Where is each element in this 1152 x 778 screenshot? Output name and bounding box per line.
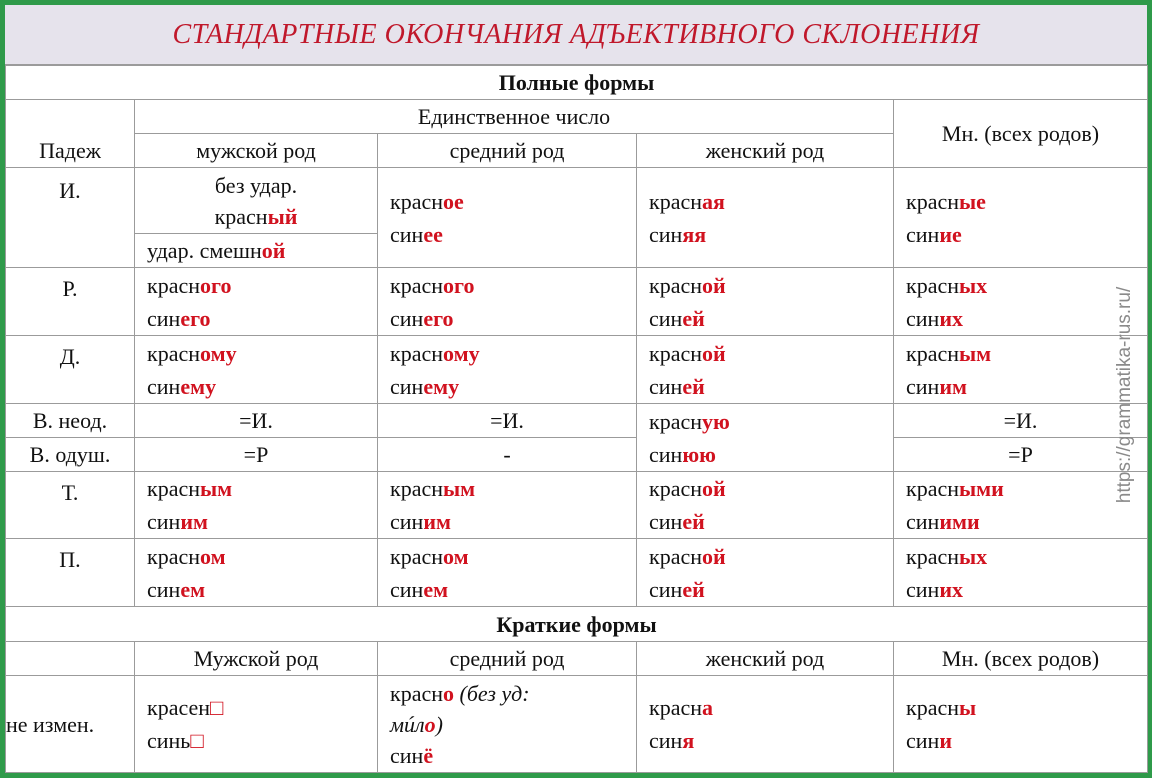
table-row-dative xyxy=(6,336,1148,404)
cell-neut xyxy=(378,539,637,607)
table-row-nominative xyxy=(6,168,1148,234)
cell-plural xyxy=(894,268,1148,336)
stem: син xyxy=(906,728,940,753)
short-masc-header: Мужской род xyxy=(135,642,378,676)
stem: красн xyxy=(906,188,959,214)
ending: ых xyxy=(959,543,988,569)
ending: и xyxy=(939,728,952,753)
page-title: СТАНДАРТНЫЕ ОКОНЧАНИЯ АДЪЕКТИВНОГО СКЛОНЕНИЯ xyxy=(172,18,980,50)
ending: ые xyxy=(959,188,986,214)
cell-fem xyxy=(637,336,894,404)
cell-masc xyxy=(135,336,378,404)
stem: красн xyxy=(649,340,702,366)
stem: син xyxy=(147,576,181,602)
ending: ый xyxy=(267,203,298,229)
ending: ым xyxy=(443,476,476,501)
ending: ы xyxy=(959,695,977,720)
cell-masc: =И. xyxy=(135,404,378,438)
ending: ё xyxy=(423,742,434,768)
stem: красн xyxy=(906,476,959,501)
stem: красн xyxy=(390,680,443,706)
ending: о xyxy=(424,711,436,737)
stem: син xyxy=(906,576,940,602)
ending: ому xyxy=(200,340,237,366)
ending: его xyxy=(180,305,211,331)
stem: красн xyxy=(390,272,443,298)
short-forms-heading-row xyxy=(6,607,1148,642)
stem: красн xyxy=(390,476,443,501)
ending: ым xyxy=(959,340,992,366)
stem: красн xyxy=(906,340,959,366)
ending: ой xyxy=(702,476,726,501)
cell-fem xyxy=(637,539,894,607)
stem: красн xyxy=(906,695,959,720)
ending: о xyxy=(443,680,454,706)
stem: син xyxy=(649,373,683,399)
ending: ое xyxy=(443,188,464,214)
stem: красн xyxy=(649,695,702,720)
stem: син xyxy=(649,576,683,602)
cell-fem xyxy=(637,404,894,472)
stem: син xyxy=(649,221,683,247)
watermark-url: https://grammatika-rus.ru/ xyxy=(1114,286,1135,504)
ending: ой xyxy=(261,238,286,263)
cell-fem xyxy=(637,268,894,336)
short-fem-header: женский род xyxy=(637,642,894,676)
cell-short-masc xyxy=(135,676,378,773)
stem: син xyxy=(649,509,683,534)
ending: я xyxy=(682,728,695,753)
cell-fem xyxy=(637,168,894,268)
title-bar xyxy=(5,5,1147,65)
ending: ей xyxy=(682,305,705,331)
case-label: Р. xyxy=(6,268,135,336)
masc-header: мужской род xyxy=(135,134,378,168)
stem: син xyxy=(147,373,181,399)
plural-header: Мн. (всех родов) xyxy=(894,100,1148,168)
stem: син xyxy=(906,509,940,534)
short-neut-header: средний род xyxy=(378,642,637,676)
short-row-label: не измен. xyxy=(6,676,135,773)
cell-neut xyxy=(378,168,637,268)
short-forms-heading: Краткие формы xyxy=(6,607,1148,642)
stress-note: (без уд: xyxy=(459,680,530,706)
short-forms-header-row xyxy=(6,642,1148,676)
stem: син xyxy=(390,742,424,768)
case-label: Д. xyxy=(6,336,135,404)
ending: их xyxy=(939,305,963,331)
stem: красн xyxy=(906,543,959,569)
ending: ими xyxy=(939,509,980,534)
stem: син xyxy=(390,373,424,399)
cell-plural xyxy=(894,336,1148,404)
stem: син xyxy=(390,305,424,331)
ending: ым xyxy=(200,476,233,501)
cell-neut: - xyxy=(378,438,637,472)
ending: ого xyxy=(200,272,232,298)
fem-header: женский род xyxy=(637,134,894,168)
ending: ей xyxy=(682,509,705,534)
stem: красн xyxy=(649,408,702,434)
ending: ых xyxy=(959,272,988,298)
table-row-prepositional xyxy=(6,539,1148,607)
stem: красн xyxy=(390,340,443,366)
cell-plural xyxy=(894,168,1148,268)
full-forms-heading: Полные формы xyxy=(6,66,1148,100)
declension-table xyxy=(5,65,1148,773)
ending: ем xyxy=(423,576,449,602)
cell-masc-unstressed xyxy=(135,168,378,234)
cell-masc xyxy=(135,539,378,607)
stem: красн xyxy=(649,476,702,501)
stem: красн xyxy=(390,188,443,214)
ending: □ xyxy=(210,695,224,720)
stem: син xyxy=(147,305,181,331)
ending: ей xyxy=(682,576,705,602)
full-forms-heading-row xyxy=(6,66,1148,100)
table-row-short-forms xyxy=(6,676,1148,773)
ending: ой xyxy=(702,543,726,569)
ending: им xyxy=(180,509,208,534)
cell-plural xyxy=(894,539,1148,607)
ending: ого xyxy=(443,272,475,298)
stem: красн xyxy=(214,203,268,229)
table-row-accusative-animate xyxy=(6,438,1148,472)
ending: ом xyxy=(200,543,226,569)
ending: ему xyxy=(423,373,460,399)
case-label: Т. xyxy=(6,472,135,539)
ending: ому xyxy=(443,340,480,366)
ending: ем xyxy=(180,576,206,602)
ending: ая xyxy=(702,188,725,214)
cell-short-plural xyxy=(894,676,1148,773)
cell-plural: =Р xyxy=(894,438,1148,472)
cell-neut xyxy=(378,472,637,539)
table-row-instrumental xyxy=(6,472,1148,539)
cell-fem xyxy=(637,472,894,539)
stem: син xyxy=(906,221,940,247)
neut-header: средний род xyxy=(378,134,637,168)
case-label: В. неод. xyxy=(6,404,135,438)
ending: ую xyxy=(702,408,730,434)
empty-cell xyxy=(6,642,135,676)
cell-short-fem xyxy=(637,676,894,773)
stem: красен xyxy=(147,695,211,720)
ending: ему xyxy=(180,373,217,399)
stem: красн xyxy=(147,272,200,298)
ending: а xyxy=(702,695,713,720)
unstressed-label: без удар. xyxy=(214,172,298,198)
stem: син xyxy=(906,373,940,399)
case-header: Падеж xyxy=(6,100,135,168)
stem: син xyxy=(906,305,940,331)
ending: ыми xyxy=(959,476,1004,501)
stem: син xyxy=(649,441,683,467)
ending: ой xyxy=(702,340,726,366)
ending: ом xyxy=(443,543,469,569)
case-label: П. xyxy=(6,539,135,607)
ending: им xyxy=(939,373,967,399)
case-label: В. одуш. xyxy=(6,438,135,472)
ending: ие xyxy=(939,221,962,247)
stem: красн xyxy=(147,543,200,569)
cell-masc xyxy=(135,268,378,336)
stem: красн xyxy=(147,340,200,366)
cell-masc xyxy=(135,472,378,539)
stem: син xyxy=(390,221,424,247)
stem: красн xyxy=(649,272,702,298)
cell-masc: =Р xyxy=(135,438,378,472)
ending: ей xyxy=(682,373,705,399)
cell-short-neut xyxy=(378,676,637,773)
stem: син xyxy=(649,728,683,753)
short-plural-header: Мн. (всех родов) xyxy=(894,642,1148,676)
ending: его xyxy=(423,305,454,331)
table-row-genitive xyxy=(6,268,1148,336)
stem: красн xyxy=(649,188,702,214)
cell-neut: =И. xyxy=(378,404,637,438)
stem: син xyxy=(390,576,424,602)
ending: юю xyxy=(682,441,716,467)
cell-plural: =И. xyxy=(894,404,1148,438)
stress-note-end: ) xyxy=(435,711,443,737)
ending: □ xyxy=(190,728,204,753)
cell-neut xyxy=(378,336,637,404)
table-row-accusative-inanimate xyxy=(6,404,1148,438)
case-label: И. xyxy=(6,168,135,268)
stem: красн xyxy=(390,543,443,569)
ending: яя xyxy=(682,221,707,247)
ending: ой xyxy=(702,272,726,298)
stem: син xyxy=(390,509,424,534)
stem: син xyxy=(649,305,683,331)
stem: красн xyxy=(906,272,959,298)
stem: красн xyxy=(649,543,702,569)
cell-masc-stressed xyxy=(135,234,378,268)
stem: удар. смешн xyxy=(147,238,262,263)
stem: синь xyxy=(147,728,191,753)
stem: красн xyxy=(147,476,200,501)
cell-neut xyxy=(378,268,637,336)
stem: син xyxy=(147,509,181,534)
singular-header: Единственное число xyxy=(135,100,894,134)
ending: ее xyxy=(423,221,443,247)
stem: мúл xyxy=(390,711,425,737)
ending: их xyxy=(939,576,963,602)
cell-plural xyxy=(894,472,1148,539)
ending: им xyxy=(423,509,451,534)
